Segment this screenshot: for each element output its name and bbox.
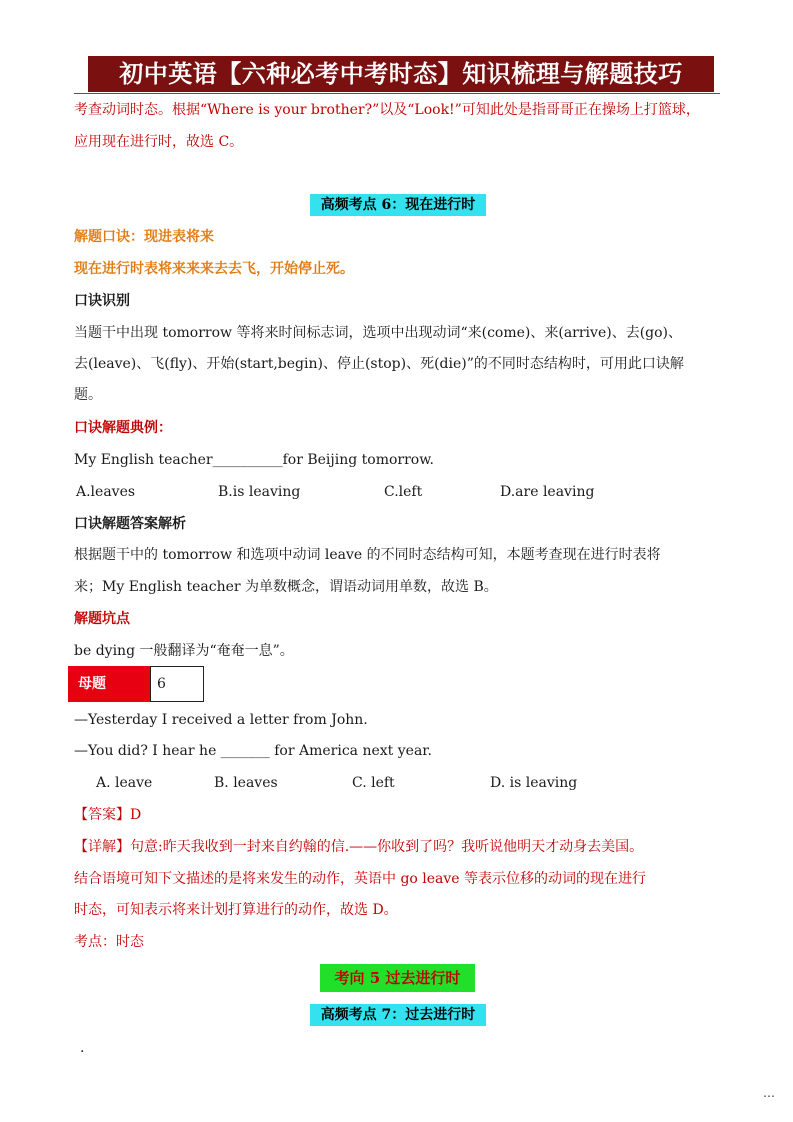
intro-line-2: 应用现在进行时，故选 C。 bbox=[74, 134, 244, 150]
watermark: … bbox=[763, 1086, 775, 1100]
example-option-a: A.leaves bbox=[76, 484, 136, 500]
dialog-line-1: —Yesterday I received a letter from John. bbox=[74, 712, 368, 728]
analysis-line-2: 来；My English teacher 为单数概念，谓语动词用单数，故选 B。 bbox=[74, 579, 498, 595]
pitfall-title: 解题坑点 bbox=[74, 611, 130, 627]
trailing-dot: . bbox=[80, 1040, 85, 1056]
detail-line-1: 【详解】句意:昨天我收到一封来自约翰的信.——你收到了吗？我听说他明天才动身去美国。 bbox=[74, 839, 644, 855]
example-option-b: B.is leaving bbox=[218, 484, 301, 500]
direction-heading-5: 考向 5 过去进行时 bbox=[320, 964, 475, 992]
detail-line-2: 结合语境可知下文描述的是将来发生的动作，英语中 go leave 等表示位移的动词的现在进行 bbox=[74, 871, 647, 887]
mother-option-c: C. left bbox=[352, 775, 395, 791]
kaodian-line: 考点：时态 bbox=[74, 934, 144, 950]
section-heading-6: 高频考点 6：现在进行时 bbox=[310, 194, 486, 216]
dialog-line-2: —You did? I hear he _______ for America next year. bbox=[74, 743, 432, 759]
intro-line-1: 考查动词时态。根据“Where is your brother?”以及“Look!”可知此处是指哥哥正在操场上打篮球， bbox=[74, 102, 700, 118]
page-title: 初中英语【六种必考中考时态】知识梳理与解题技巧 bbox=[88, 56, 714, 92]
pitfall-text: be dying 一般翻译为“奄奄一息”。 bbox=[74, 643, 294, 659]
tip-title: 解题口诀：现进表将来 bbox=[74, 229, 214, 245]
recognize-line-3: 题。 bbox=[74, 387, 102, 403]
example-option-c: C.left bbox=[384, 484, 423, 500]
example-option-d: D.are leaving bbox=[500, 484, 595, 500]
title-underline bbox=[74, 93, 720, 94]
detail-line-3: 时态，可知表示将来计划打算进行的动作，故选 D。 bbox=[74, 902, 398, 918]
mother-question-number: 6 bbox=[150, 666, 204, 702]
recognize-title: 口诀识别 bbox=[74, 293, 130, 309]
analysis-line-1: 根据题干中的 tomorrow 和选项中动词 leave 的不同时态结构可知，本题考查现在进行时表将 bbox=[74, 547, 661, 563]
mother-option-a: A. leave bbox=[96, 775, 153, 791]
mother-option-d: D. is leaving bbox=[490, 775, 578, 791]
tip-rhyme: 现在进行时表将来来来去去飞，开始停止死。 bbox=[74, 261, 354, 277]
mother-option-b: B. leaves bbox=[214, 775, 278, 791]
recognize-line-1: 当题干中出现 tomorrow 等将来时间标志词，选项中出现动词“来(come)、来(arrive)、去(go)、 bbox=[74, 325, 683, 341]
answer-line: 【答案】D bbox=[74, 807, 142, 823]
mother-question-label: 母题 bbox=[68, 666, 150, 702]
recognize-line-2: 去(leave)、飞(fly)、开始(start,begin)、停止(stop)、死(die)”的不同时态结构时，可用此口诀解 bbox=[74, 356, 684, 372]
section-heading-7: 高频考点 7：过去进行时 bbox=[310, 1004, 486, 1026]
example-title: 口诀解题典例： bbox=[74, 420, 172, 436]
analysis-title: 口诀解题答案解析 bbox=[74, 516, 186, 532]
example-question: My English teacher__________for Beijing tomorrow. bbox=[74, 452, 434, 468]
